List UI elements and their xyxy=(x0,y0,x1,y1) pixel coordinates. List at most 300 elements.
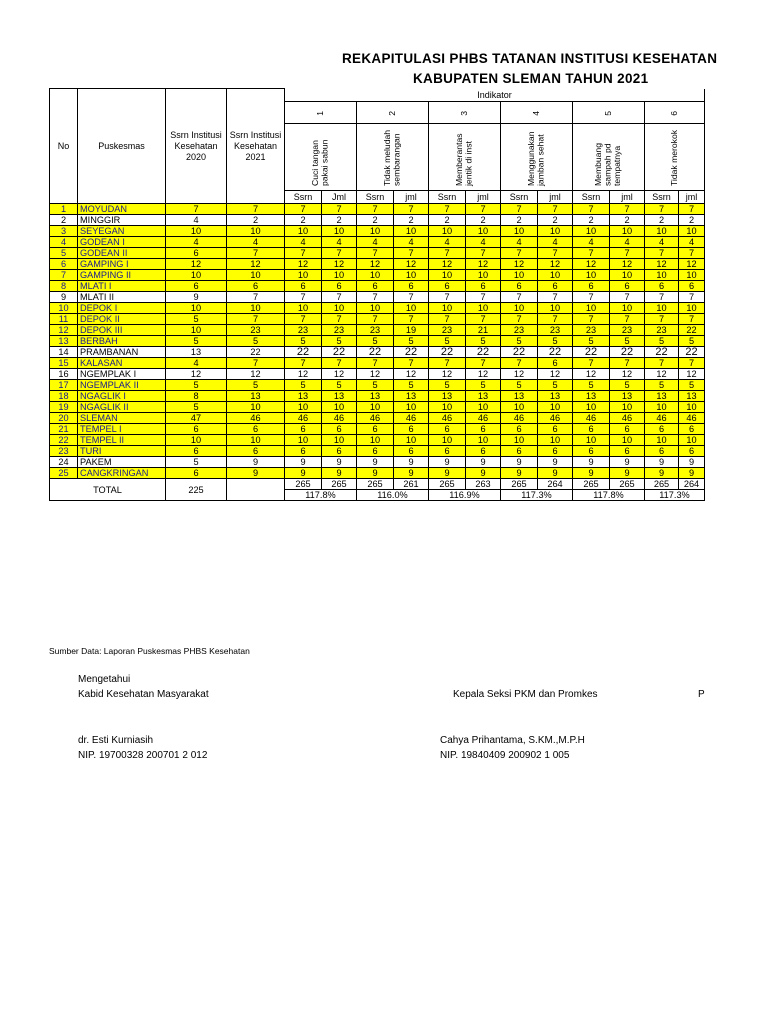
indicator-value: 7 xyxy=(610,292,645,303)
indicator-value: 6 xyxy=(394,446,429,457)
indicator-value: 22 xyxy=(610,347,645,358)
indicator-value: 10 xyxy=(645,303,679,314)
indicator-value: 5 xyxy=(610,380,645,391)
ind-name-2: Tidak meludah sembarangan xyxy=(357,124,429,191)
ind-name-3: Memberantas jentik di inst xyxy=(429,124,501,191)
indicator-value: 13 xyxy=(357,391,394,402)
indicator-value: 10 xyxy=(429,303,466,314)
indicator-value: 5 xyxy=(285,336,322,347)
row-number: 2 xyxy=(50,215,78,226)
indicator-value: 6 xyxy=(501,446,538,457)
right-signer-nip: NIP. 19840409 200902 1 005 xyxy=(440,750,570,761)
indicator-value: 21 xyxy=(466,325,501,336)
indicator-value: 13 xyxy=(679,391,705,402)
indicator-value: 10 xyxy=(394,226,429,237)
indicator-value: 9 xyxy=(429,468,466,479)
row-number: 25 xyxy=(50,468,78,479)
indicator-value: 7 xyxy=(394,292,429,303)
total-percent: 117.3% xyxy=(645,490,705,501)
indicator-value: 6 xyxy=(573,424,610,435)
indicator-value: 9 xyxy=(429,457,466,468)
indicator-value: 7 xyxy=(538,248,573,259)
indicator-value: 5 xyxy=(645,336,679,347)
total-sum: 265 xyxy=(429,479,466,490)
ssrn-2020-value: 5 xyxy=(166,457,227,468)
indicator-value: 7 xyxy=(285,204,322,215)
indicator-value: 7 xyxy=(429,204,466,215)
indicator-value: 7 xyxy=(501,248,538,259)
puskesmas-name: TURI xyxy=(78,446,166,457)
indicator-value: 9 xyxy=(645,457,679,468)
indicator-value: 7 xyxy=(357,358,394,369)
indicator-value: 7 xyxy=(645,204,679,215)
indicator-value: 9 xyxy=(501,457,538,468)
puskesmas-name: PRAMBANAN xyxy=(78,347,166,358)
indicator-value: 12 xyxy=(501,259,538,270)
indicator-value: 6 xyxy=(573,281,610,292)
indicator-value: 22 xyxy=(285,347,322,358)
indicator-value: 5 xyxy=(429,336,466,347)
total-percent: 117.8% xyxy=(573,490,645,501)
indicator-value: 6 xyxy=(466,281,501,292)
total-percent: 116.9% xyxy=(429,490,501,501)
puskesmas-name: SLEMAN xyxy=(78,413,166,424)
ssrn-2020-value: 9 xyxy=(166,292,227,303)
indicator-value: 4 xyxy=(429,237,466,248)
indicator-value: 6 xyxy=(645,446,679,457)
ind-name-4: Menggunakan jamban sehat xyxy=(501,124,573,191)
indicator-value: 10 xyxy=(610,270,645,281)
indicator-value: 10 xyxy=(679,303,705,314)
indicator-value: 7 xyxy=(538,204,573,215)
ssrn-2021-value: 5 xyxy=(227,380,285,391)
indicator-value: 10 xyxy=(573,435,610,446)
indicator-value: 7 xyxy=(645,314,679,325)
ssrn-2020-value: 5 xyxy=(166,380,227,391)
header-indikator: Indikator xyxy=(285,89,705,102)
puskesmas-name: GAMPING I xyxy=(78,259,166,270)
indicator-value: 9 xyxy=(501,468,538,479)
row-number: 24 xyxy=(50,457,78,468)
ssrn-2021-value: 5 xyxy=(227,336,285,347)
ssrn-2020-value: 4 xyxy=(166,358,227,369)
indicator-value: 10 xyxy=(357,435,394,446)
total-row xyxy=(50,479,705,490)
indicator-value: 23 xyxy=(610,325,645,336)
table-row xyxy=(50,204,705,215)
indicator-value: 5 xyxy=(322,336,357,347)
puskesmas-name: DEPOK III xyxy=(78,325,166,336)
indicator-value: 6 xyxy=(610,446,645,457)
report-title-line2: KABUPATEN SLEMAN TAHUN 2021 xyxy=(413,71,649,86)
puskesmas-name: MLATI I xyxy=(78,281,166,292)
ssrn-2021-value: 4 xyxy=(227,237,285,248)
row-number: 23 xyxy=(50,446,78,457)
indicator-value: 46 xyxy=(679,413,705,424)
puskesmas-name: NGAGLIK II xyxy=(78,402,166,413)
far-right-signer-fragment: P xyxy=(698,689,705,700)
indicator-value: 46 xyxy=(610,413,645,424)
indicator-value: 12 xyxy=(322,259,357,270)
indicator-value: 6 xyxy=(285,424,322,435)
ssrn-2021-value: 10 xyxy=(227,402,285,413)
indicator-value: 22 xyxy=(679,325,705,336)
indicator-value: 6 xyxy=(322,446,357,457)
indicator-value: 10 xyxy=(429,226,466,237)
ssrn-2020-value: 47 xyxy=(166,413,227,424)
indicator-value: 9 xyxy=(645,468,679,479)
mengetahui-label: Mengetahui xyxy=(78,674,131,685)
indicator-value: 10 xyxy=(357,303,394,314)
indicator-value: 5 xyxy=(610,336,645,347)
indicator-value: 7 xyxy=(322,358,357,369)
indicator-value: 4 xyxy=(538,237,573,248)
sub-header-ssrn-1: Ssrn xyxy=(285,191,322,204)
indicator-value: 12 xyxy=(679,369,705,380)
indicator-value: 10 xyxy=(394,435,429,446)
indicator-value: 12 xyxy=(285,369,322,380)
indicator-value: 10 xyxy=(645,435,679,446)
indicator-value: 46 xyxy=(322,413,357,424)
total-sum: 264 xyxy=(538,479,573,490)
indicator-value: 9 xyxy=(610,457,645,468)
table-row xyxy=(50,237,705,248)
indicator-value: 9 xyxy=(394,457,429,468)
ind-name-6: Tidak merokok xyxy=(645,124,705,191)
puskesmas-name: MINGGIR xyxy=(78,215,166,226)
ssrn-2021-value: 23 xyxy=(227,325,285,336)
indicator-value: 2 xyxy=(394,215,429,226)
indicator-value: 7 xyxy=(538,292,573,303)
table-row xyxy=(50,413,705,424)
row-number: 9 xyxy=(50,292,78,303)
indicator-value: 6 xyxy=(466,424,501,435)
indicator-value: 10 xyxy=(322,303,357,314)
indicator-value: 12 xyxy=(466,259,501,270)
ind-name-1: Cuci tangan pakai sabun xyxy=(285,124,357,191)
indicator-value: 23 xyxy=(285,325,322,336)
indicator-value: 10 xyxy=(322,226,357,237)
sub-header-jml-1: Jml xyxy=(322,191,357,204)
sub-header-ssrn-3: Ssrn xyxy=(429,191,466,204)
indicator-value: 12 xyxy=(501,369,538,380)
indicator-value: 7 xyxy=(610,314,645,325)
row-number: 20 xyxy=(50,413,78,424)
row-number: 12 xyxy=(50,325,78,336)
puskesmas-name: CANGKRINGAN xyxy=(78,468,166,479)
table-row xyxy=(50,303,705,314)
indicator-value: 10 xyxy=(322,435,357,446)
ind-name-5: Membuang sampah pd tempatnya xyxy=(573,124,645,191)
table-row xyxy=(50,292,705,303)
indicator-value: 19 xyxy=(394,325,429,336)
total-percent: 117.3% xyxy=(501,490,573,501)
indicator-value: 7 xyxy=(394,314,429,325)
indicator-value: 4 xyxy=(610,237,645,248)
ind-num-1: 1 xyxy=(285,102,357,124)
indicator-value: 46 xyxy=(466,413,501,424)
indicator-value: 5 xyxy=(679,336,705,347)
table-row xyxy=(50,380,705,391)
indicator-value: 5 xyxy=(394,336,429,347)
ssrn-2020-value: 10 xyxy=(166,435,227,446)
indicator-value: 6 xyxy=(394,424,429,435)
total-sum: 265 xyxy=(357,479,394,490)
indicator-value: 10 xyxy=(538,270,573,281)
indicator-value: 10 xyxy=(357,402,394,413)
puskesmas-name: MLATI II xyxy=(78,292,166,303)
ssrn-2020-value: 5 xyxy=(166,402,227,413)
ssrn-2021-value: 46 xyxy=(227,413,285,424)
indicator-value: 10 xyxy=(429,270,466,281)
indicator-value: 5 xyxy=(573,336,610,347)
indicator-value: 6 xyxy=(322,424,357,435)
puskesmas-name: GAMPING II xyxy=(78,270,166,281)
row-number: 18 xyxy=(50,391,78,402)
indicator-value: 5 xyxy=(357,380,394,391)
indicator-value: 22 xyxy=(466,347,501,358)
puskesmas-name: KALASAN xyxy=(78,358,166,369)
row-number: 15 xyxy=(50,358,78,369)
indicator-value: 7 xyxy=(429,314,466,325)
indicator-value: 12 xyxy=(285,259,322,270)
indicator-value: 2 xyxy=(645,215,679,226)
row-number: 6 xyxy=(50,259,78,270)
indicator-value: 9 xyxy=(573,468,610,479)
indicator-value: 10 xyxy=(610,226,645,237)
right-signer-position: Kepala Seksi PKM dan Promkes xyxy=(453,689,598,700)
indicator-value: 9 xyxy=(573,457,610,468)
indicator-value: 23 xyxy=(573,325,610,336)
indicator-value: 13 xyxy=(645,391,679,402)
indicator-value: 46 xyxy=(501,413,538,424)
indicator-value: 10 xyxy=(501,435,538,446)
ssrn-2021-value: 9 xyxy=(227,468,285,479)
indicator-value: 6 xyxy=(645,281,679,292)
indicator-value: 46 xyxy=(394,413,429,424)
indicator-value: 23 xyxy=(538,325,573,336)
ssrn-2021-value: 10 xyxy=(227,270,285,281)
ssrn-2021-value: 10 xyxy=(227,226,285,237)
indicator-value: 7 xyxy=(466,358,501,369)
row-number: 3 xyxy=(50,226,78,237)
indicator-value: 7 xyxy=(394,204,429,215)
row-number: 22 xyxy=(50,435,78,446)
indicator-value: 7 xyxy=(501,204,538,215)
indicator-value: 12 xyxy=(538,369,573,380)
indicator-value: 7 xyxy=(679,292,705,303)
ssrn-2020-value: 12 xyxy=(166,369,227,380)
puskesmas-name: NGEMPLAK I xyxy=(78,369,166,380)
table-row xyxy=(50,468,705,479)
indicator-value: 7 xyxy=(573,292,610,303)
ssrn-2021-value: 7 xyxy=(227,248,285,259)
table-row xyxy=(50,259,705,270)
row-number: 5 xyxy=(50,248,78,259)
ssrn-2020-value: 4 xyxy=(166,237,227,248)
indicator-value: 7 xyxy=(501,292,538,303)
indicator-value: 5 xyxy=(357,336,394,347)
indicator-value: 6 xyxy=(610,424,645,435)
row-number: 16 xyxy=(50,369,78,380)
indicator-value: 4 xyxy=(466,237,501,248)
indicator-value: 10 xyxy=(573,270,610,281)
ssrn-2020-value: 10 xyxy=(166,270,227,281)
ssrn-2021-value: 9 xyxy=(227,457,285,468)
indicator-value: 6 xyxy=(322,281,357,292)
ssrn-2020-value: 6 xyxy=(166,468,227,479)
indicator-value: 2 xyxy=(538,215,573,226)
puskesmas-name: MOYUDAN xyxy=(78,204,166,215)
row-number: 8 xyxy=(50,281,78,292)
table-row xyxy=(50,248,705,259)
indicator-value: 6 xyxy=(285,281,322,292)
indicator-value: 2 xyxy=(285,215,322,226)
indicator-value: 10 xyxy=(610,303,645,314)
indicator-value: 9 xyxy=(610,468,645,479)
indicator-value: 6 xyxy=(394,281,429,292)
indicator-value: 46 xyxy=(573,413,610,424)
indicator-value: 7 xyxy=(394,248,429,259)
sub-header-jml-2: jml xyxy=(394,191,429,204)
indicator-value: 22 xyxy=(573,347,610,358)
total-2020: 225 xyxy=(166,479,227,501)
header-ssrn-2021: Ssrn Institusi Kesehatan 2021 xyxy=(227,89,285,204)
indicator-value: 12 xyxy=(394,259,429,270)
puskesmas-name: PAKEM xyxy=(78,457,166,468)
table-row xyxy=(50,270,705,281)
indicator-value: 10 xyxy=(573,226,610,237)
indicator-value: 7 xyxy=(285,358,322,369)
ind-num-4: 4 xyxy=(501,102,573,124)
indicator-value: 10 xyxy=(573,402,610,413)
indicator-value: 12 xyxy=(573,369,610,380)
indicator-value: 6 xyxy=(679,281,705,292)
indicator-value: 7 xyxy=(322,248,357,259)
indicator-value: 7 xyxy=(357,248,394,259)
row-number: 7 xyxy=(50,270,78,281)
indicator-value: 12 xyxy=(610,369,645,380)
indicator-value: 7 xyxy=(466,314,501,325)
indicator-value: 10 xyxy=(285,270,322,281)
indicator-value: 7 xyxy=(394,358,429,369)
total-sum: 265 xyxy=(285,479,322,490)
indicator-value: 10 xyxy=(466,303,501,314)
indicator-value: 5 xyxy=(501,380,538,391)
ssrn-2021-value: 7 xyxy=(227,358,285,369)
indicator-value: 10 xyxy=(501,270,538,281)
indicator-value: 7 xyxy=(285,314,322,325)
ssrn-2020-value: 5 xyxy=(166,314,227,325)
header-no: No xyxy=(50,89,78,204)
indicator-value: 10 xyxy=(645,270,679,281)
ssrn-2020-value: 6 xyxy=(166,248,227,259)
indicator-value: 13 xyxy=(285,391,322,402)
indicator-value: 7 xyxy=(610,358,645,369)
indicator-value: 6 xyxy=(429,281,466,292)
indicator-value: 6 xyxy=(538,424,573,435)
ssrn-2020-value: 10 xyxy=(166,325,227,336)
indicator-value: 2 xyxy=(357,215,394,226)
ssrn-2021-value: 2 xyxy=(227,215,285,226)
ssrn-2020-value: 8 xyxy=(166,391,227,402)
puskesmas-name: DEPOK II xyxy=(78,314,166,325)
indicator-value: 10 xyxy=(645,402,679,413)
row-number: 14 xyxy=(50,347,78,358)
indicator-value: 10 xyxy=(429,435,466,446)
indicator-value: 5 xyxy=(429,380,466,391)
indicator-value: 9 xyxy=(285,457,322,468)
indicator-value: 12 xyxy=(610,259,645,270)
indicator-value: 6 xyxy=(357,446,394,457)
indicator-value: 9 xyxy=(285,468,322,479)
table-row xyxy=(50,215,705,226)
table-row xyxy=(50,369,705,380)
indicator-value: 9 xyxy=(679,457,705,468)
indicator-value: 6 xyxy=(357,424,394,435)
indicator-value: 4 xyxy=(573,237,610,248)
puskesmas-name: GODEAN I xyxy=(78,237,166,248)
indicator-value: 10 xyxy=(679,402,705,413)
puskesmas-name: TEMPEL I xyxy=(78,424,166,435)
indicator-value: 10 xyxy=(466,226,501,237)
left-signer-position: Kabid Kesehatan Masyarakat xyxy=(78,689,209,700)
indicator-value: 7 xyxy=(645,248,679,259)
indicator-value: 10 xyxy=(357,270,394,281)
indicator-value: 4 xyxy=(645,237,679,248)
ssrn-2020-value: 12 xyxy=(166,259,227,270)
indicator-value: 22 xyxy=(357,347,394,358)
indicator-value: 13 xyxy=(538,391,573,402)
row-number: 19 xyxy=(50,402,78,413)
indicator-value: 12 xyxy=(645,259,679,270)
indicator-value: 22 xyxy=(501,347,538,358)
ssrn-2021-value: 7 xyxy=(227,204,285,215)
indicator-value: 6 xyxy=(538,281,573,292)
indicator-value: 7 xyxy=(322,292,357,303)
ind-num-3: 3 xyxy=(429,102,501,124)
indicator-value: 10 xyxy=(285,303,322,314)
ssrn-2020-value: 5 xyxy=(166,336,227,347)
indicator-value: 22 xyxy=(538,347,573,358)
total-2021 xyxy=(227,479,285,501)
indicator-value: 6 xyxy=(645,424,679,435)
total-sum: 265 xyxy=(322,479,357,490)
indicator-value: 7 xyxy=(501,314,538,325)
row-number: 17 xyxy=(50,380,78,391)
ssrn-2020-value: 6 xyxy=(166,424,227,435)
indicator-value: 6 xyxy=(357,281,394,292)
right-signer-name: Cahya Prihantama, S.KM.,M.P.H xyxy=(440,735,585,746)
indicator-value: 7 xyxy=(538,314,573,325)
total-sum: 265 xyxy=(501,479,538,490)
indicator-value: 6 xyxy=(573,446,610,457)
row-number: 11 xyxy=(50,314,78,325)
ind-num-5: 5 xyxy=(573,102,645,124)
indicator-value: 7 xyxy=(573,358,610,369)
puskesmas-name: NGAGLIK I xyxy=(78,391,166,402)
indicator-value: 23 xyxy=(322,325,357,336)
indicator-value: 12 xyxy=(429,259,466,270)
total-sum: 265 xyxy=(645,479,679,490)
indicator-value: 9 xyxy=(466,468,501,479)
sub-header-jml-4: jml xyxy=(538,191,573,204)
indicator-value: 10 xyxy=(466,270,501,281)
indicator-value: 23 xyxy=(645,325,679,336)
indicator-value: 2 xyxy=(501,215,538,226)
total-sum: 265 xyxy=(573,479,610,490)
row-number: 10 xyxy=(50,303,78,314)
